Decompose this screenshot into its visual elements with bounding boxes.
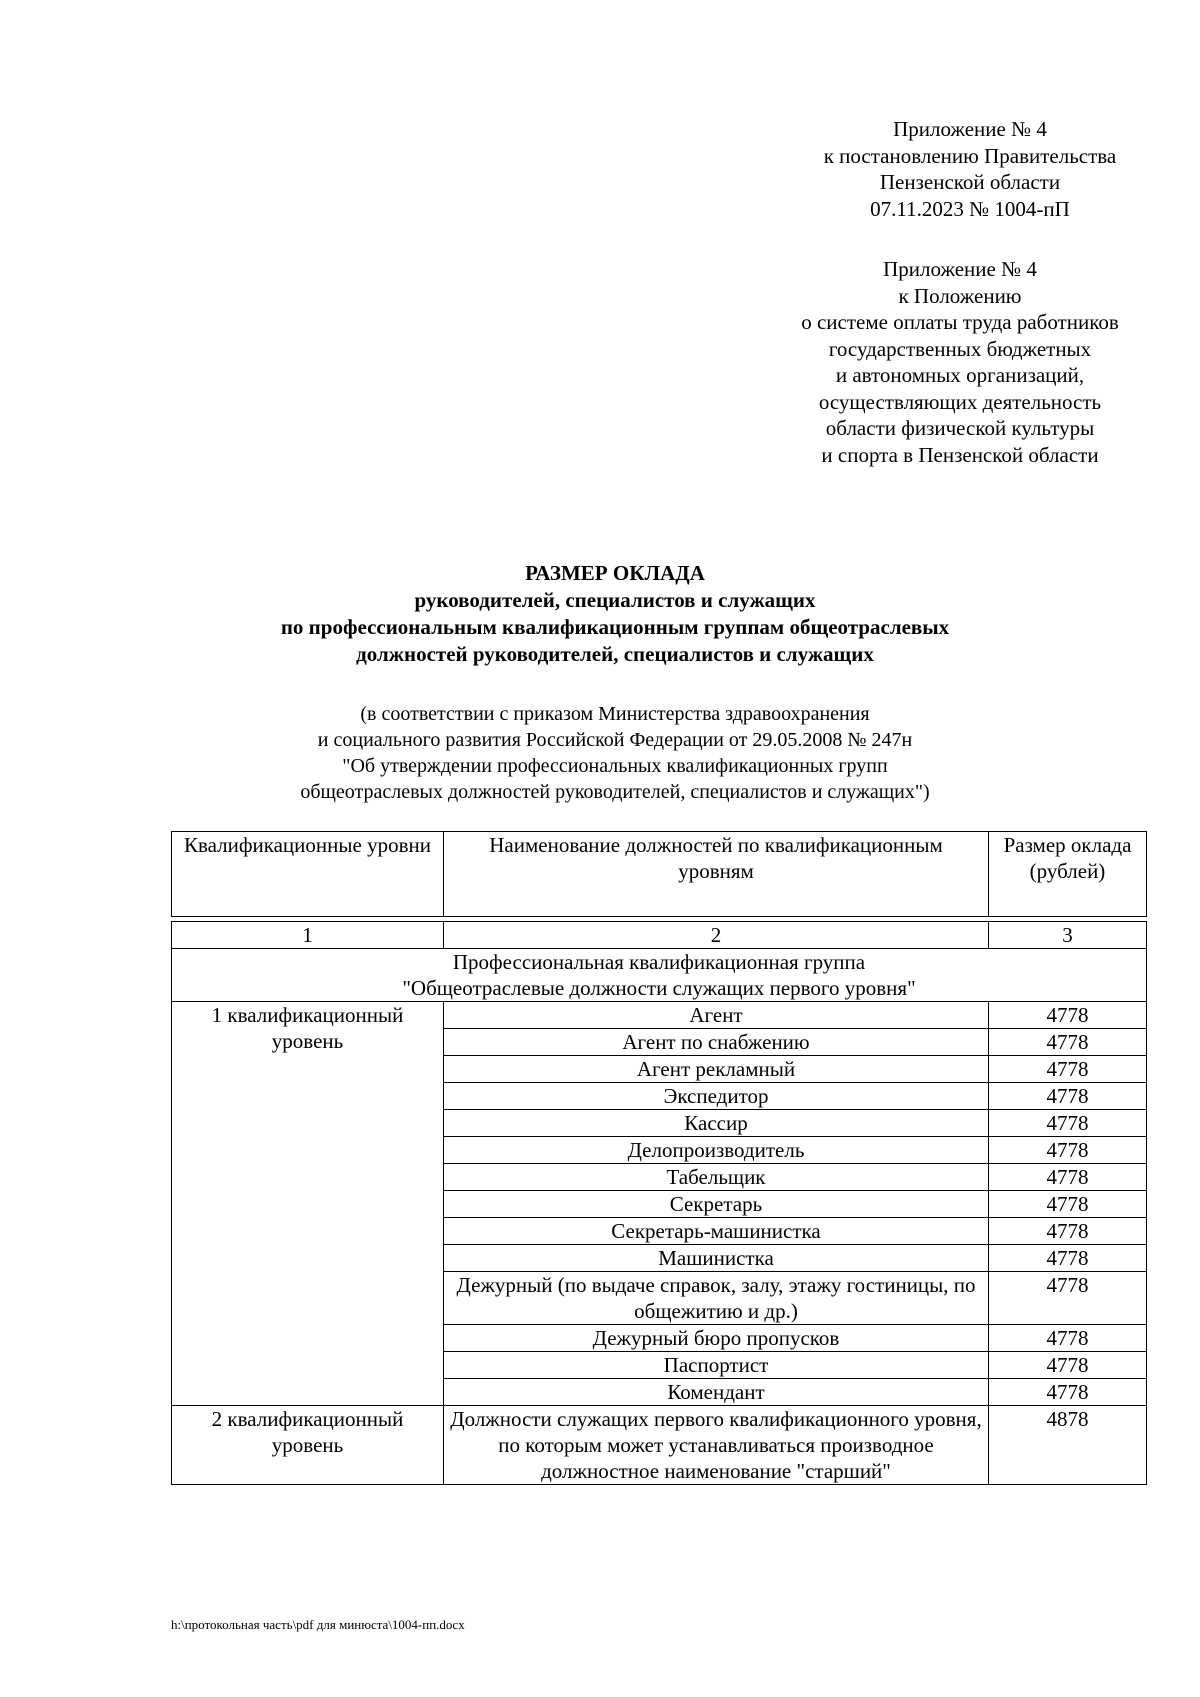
position-name: Дежурный бюро пропусков [444, 1325, 989, 1352]
annex-line: Пензенской области [879, 170, 1061, 194]
annex-line: Приложение № 4 [893, 117, 1047, 141]
table-row [172, 1002, 1147, 1029]
header-positions: Наименование должностей по квалификационным уровням [444, 832, 989, 917]
annex-line: 07.11.2023 № 1004-пП [870, 196, 1070, 221]
salary-value: 4778 [989, 1137, 1147, 1164]
position-name: Секретарь-машинистка [444, 1218, 989, 1245]
position-name: Экспедитор [444, 1083, 989, 1110]
annex-line: государственных бюджетных [828, 336, 1092, 361]
salary-table [171, 921, 1147, 1485]
file-path-footer: h:\протокольная часть\pdf для минюста\1004-пп.docx [171, 1617, 465, 1632]
group-title-line: "Общеотраслевые должности служащих первого уровня" [402, 976, 916, 1000]
salary-value: 4778 [989, 1110, 1147, 1137]
salary-value: 4778 [989, 1218, 1147, 1245]
position-name: Машинистка [444, 1245, 989, 1272]
salary-value: 4778 [989, 1272, 1147, 1325]
column-number: 2 [444, 922, 989, 949]
legal-basis-note [160, 701, 1070, 805]
annex-line: области физической культуры [825, 416, 1095, 440]
header-salary: Размер оклада (рублей) [989, 832, 1147, 917]
annex-block-decree [770, 116, 1170, 222]
salary-value: 4778 [989, 1083, 1147, 1110]
salary-value: 4778 [989, 1056, 1147, 1083]
position-name: Комендант [444, 1379, 989, 1406]
salary-value: 4778 [989, 1191, 1147, 1218]
position-name: Агент рекламный [444, 1056, 989, 1083]
note-line: общеотраслевых должностей руководителей, специалистов и служащих") [300, 781, 930, 803]
document-title [160, 560, 1070, 668]
salary-value: 4878 [989, 1406, 1147, 1485]
level-label: 1 квалификационный уровень [172, 1002, 444, 1406]
position-name: Табельщик [444, 1164, 989, 1191]
salary-value: 4778 [989, 1379, 1147, 1406]
salary-value: 4778 [989, 1029, 1147, 1056]
annex-line: к постановлению Правительства [823, 143, 1117, 168]
position-name: Должности служащих первого квалификационного уровня, по которым может устанавливаться производное должностное наименование "старший" [444, 1406, 989, 1485]
annex-line: о системе оплаты труда работников [801, 310, 1119, 334]
annex-line: и спорта в Пензенской области [821, 442, 1099, 467]
table-row [172, 1406, 1147, 1485]
position-name: Секретарь [444, 1191, 989, 1218]
column-numbers-row [172, 922, 1147, 949]
salary-value: 4778 [989, 1325, 1147, 1352]
salary-value: 4778 [989, 1352, 1147, 1379]
annex-line: осуществляющих деятельность [818, 389, 1102, 414]
annex-block-regulation [750, 256, 1170, 468]
title-line: руководителей, специалистов и служащих [414, 588, 816, 612]
title-line: должностей руководителей, специалистов и служащих [356, 642, 874, 666]
position-name: Паспортист [444, 1352, 989, 1379]
group-title-line: Профессиональная квалификационная группа [452, 950, 866, 974]
column-number: 3 [989, 922, 1147, 949]
annex-line: к Положению [898, 283, 1022, 308]
group-title [172, 949, 1147, 1002]
note-line: "Об утверждении профессиональных квалификационных групп [342, 755, 888, 777]
column-number: 1 [172, 922, 444, 949]
title-line: по профессиональным квалификационным группам общеотраслевых [280, 615, 950, 639]
group-title-row [172, 949, 1147, 1002]
salary-value: 4778 [989, 1164, 1147, 1191]
salary-value: 4778 [989, 1002, 1147, 1029]
header-levels: Квалификационные уровни [172, 832, 444, 917]
position-name: Агент [444, 1002, 989, 1029]
note-line: и социального развития Российской Федерации от 29.05.2008 № 247н [317, 729, 913, 751]
position-name: Делопроизводитель [444, 1137, 989, 1164]
salary-value: 4778 [989, 1245, 1147, 1272]
position-name: Дежурный (по выдаче справок, залу, этажу гостиницы, по общежитию и др.) [444, 1272, 989, 1325]
salary-table-header [171, 831, 1147, 917]
position-name: Кассир [444, 1110, 989, 1137]
note-line: (в соответствии с приказом Министерства здравоохранения [360, 703, 870, 725]
position-name: Агент по снабжению [444, 1029, 989, 1056]
title-line: РАЗМЕР ОКЛАДА [525, 561, 705, 585]
level-label: 2 квалификационный уровень [172, 1406, 444, 1485]
annex-line: и автономных организаций, [835, 363, 1085, 387]
annex-line: Приложение № 4 [883, 257, 1037, 281]
